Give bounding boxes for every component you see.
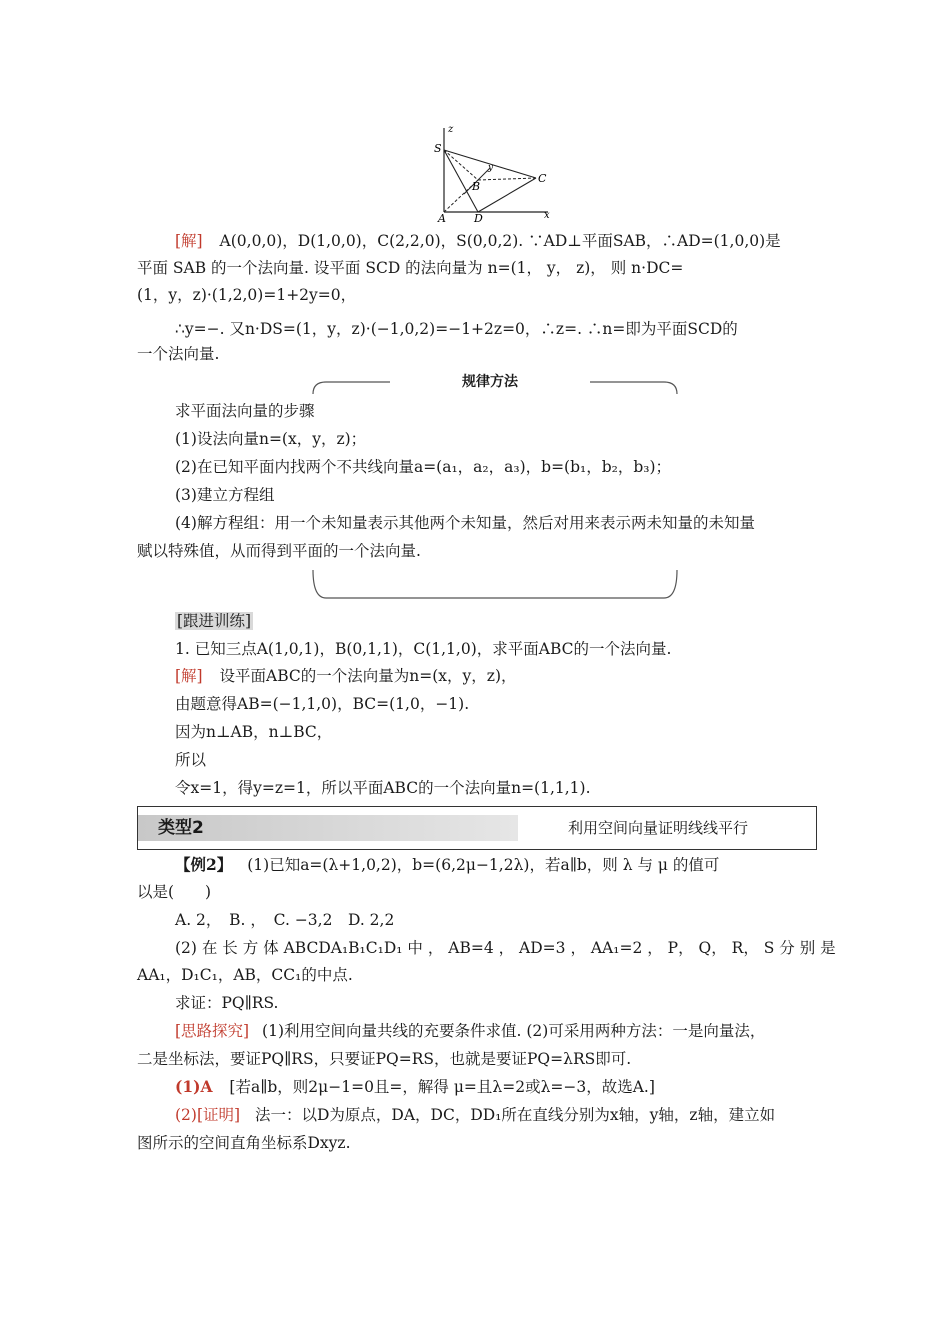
pyramid-diagram xyxy=(428,120,558,224)
edge-SB xyxy=(444,150,478,180)
practice-solution-line-3: 因为n⊥AB，n⊥BC， xyxy=(175,723,333,741)
practice-solution-line-2: 由题意得AB=(−1,1,0)，BC=(1,0，−1). xyxy=(175,695,470,713)
example2-choices: A. 2， B. ， C. −3,2 D. 2,2 xyxy=(175,911,395,929)
label-B: B xyxy=(472,180,481,193)
example2-text-1: (1)已知a=(λ+1,0,2)，b=(6,2μ−1,2λ)，若a∥b，则 λ 与 μ 的值可 xyxy=(247,856,720,874)
proof-tag: (2)[证明] xyxy=(175,1106,241,1124)
example2-line-11: 图所示的空间直角坐标系Dxyz. xyxy=(137,1134,351,1152)
solution-line-5: 一个法向量. xyxy=(137,345,220,363)
example2-line-1 xyxy=(175,854,855,876)
type-2-title: 利用空间向量证明线线平行 xyxy=(568,819,749,837)
solution-line-4: ∴y=−. 又n·DS=(1，y，z)·(−1,0,2)=−1+2z=0，∴z=. ∴n=即为平面SCD的 xyxy=(175,320,738,338)
idea-tag: [思路探究] xyxy=(175,1022,250,1040)
idea-text: (1)利用空间向量共线的充要条件求值. (2)可采用两种方法：一是向量法， xyxy=(262,1022,766,1040)
example2-proof-line xyxy=(175,1104,855,1126)
proof-text: 法一：以D为原点，DA，DC，DD₁所在直线分别为x轴，y轴，z轴，建立如 xyxy=(255,1106,776,1124)
practice-tag: [跟进训练] xyxy=(177,612,252,630)
solution-tag: [解] xyxy=(175,232,203,250)
label-S: S xyxy=(434,142,442,155)
example2-idea-line xyxy=(175,1020,855,1042)
label-D: D xyxy=(474,212,483,224)
label-y: y xyxy=(488,163,494,173)
practice-solution-line-1 xyxy=(175,665,855,687)
type-2-bar xyxy=(137,806,817,850)
practice-solution-text-1: 设平面ABC的一个法向量为n=(x，y，z)， xyxy=(219,667,517,685)
solution-line-2: 平面 SAB 的一个法向量. 设平面 SCD 的法向量为 n=(1， y， z)， 则 n·DC= xyxy=(137,259,684,277)
answer-tag: (1)A xyxy=(175,1077,213,1096)
pyramid-coordinate-figure xyxy=(428,120,558,224)
answer-text: [若a∥b，则2μ−1=0且=，解得 μ=且λ=2或λ=−3，故选A.] xyxy=(229,1078,655,1096)
example2-line-5: AA₁，D₁C₁，AB，CC₁的中点. xyxy=(137,966,353,984)
method-line-5: (4)解方程组：用一个未知量表示其他两个未知量，然后对用来表示两未知量的未知量 xyxy=(175,514,755,532)
example2-answer-line xyxy=(175,1076,855,1098)
example2-line-6: 求证：PQ∥RS. xyxy=(175,994,279,1012)
practice-solution-tag: [解] xyxy=(175,667,203,685)
example2-line-4: (2) 在 长 方 体 ABCDA₁B₁C₁D₁ 中 ， AB=4 ， AD=3 ， AA₁=2 ， P， Q， R， S 分 别 是 xyxy=(175,939,836,957)
method-line-2: (1)设法向量n=(x，y，z)； xyxy=(175,430,367,448)
solution-line-1 xyxy=(175,230,855,252)
solution-text-1: A(0,0,0)，D(1,0,0)，C(2,2,0)，S(0,0,2). ∵AD⊥平面SAB，∴AD=(1,0,0)是 xyxy=(219,232,781,250)
practice-solution-line-4: 所以 xyxy=(175,751,207,769)
method-line-4: (3)建立方程组 xyxy=(175,486,275,504)
practice-tag-line xyxy=(175,610,855,632)
label-A: A xyxy=(438,212,446,224)
practice-question: 1. 已知三点A(1,0,1)，B(0,1,1)，C(1,1,0)，求平面ABC的一个法向量. xyxy=(175,640,672,658)
solution-line-3: (1，y，z)·(1,2,0)=1+2y=0， xyxy=(137,286,357,304)
practice-solution-line-5: 令x=1，得y=z=1，所以平面ABC的一个法向量n=(1,1,1). xyxy=(175,779,591,797)
method-line-3: (2)在已知平面内找两个不共线向量a=(a₁，a₂，a₃)，b=(b₁，b₂，b₃)； xyxy=(175,458,672,476)
label-x: x xyxy=(544,210,550,221)
edge-DC xyxy=(478,178,536,212)
example2-tag: 【例2】 xyxy=(175,855,233,874)
label-z: z xyxy=(448,124,454,135)
type-2-label: 类型2 xyxy=(158,818,204,838)
method-line-1: 求平面法向量的步骤 xyxy=(175,402,315,420)
example2-line-2: 以是( ) xyxy=(137,883,212,901)
label-C: C xyxy=(538,172,547,185)
edge-BC xyxy=(478,178,536,180)
example2-line-8: 二是坐标法，要证PQ∥RS，只要证PQ=RS，也就是要证PQ=λRS即可. xyxy=(137,1050,632,1068)
method-line-6: 赋以特殊值，从而得到平面的一个法向量. xyxy=(137,542,421,560)
method-title: 规律方法 xyxy=(390,372,590,392)
